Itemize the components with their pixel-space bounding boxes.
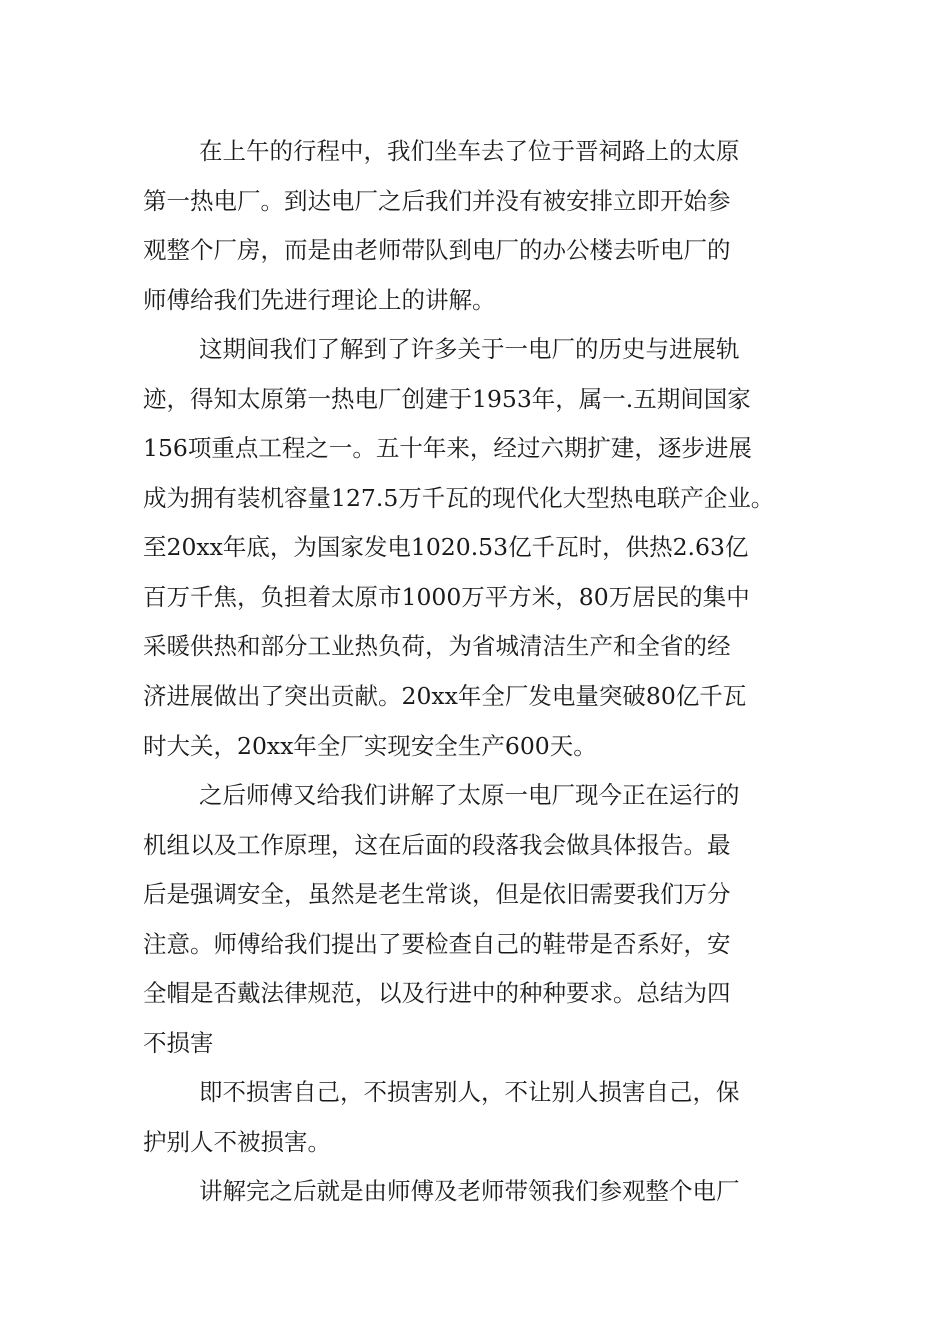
paragraph-5 [143,1167,823,1217]
text-line: 全帽是否戴法律规范，以及行进中的种种要求。总结为四 [143,979,731,1008]
text-line: 济进展做出了突出贡献。20xx年全厂发电量突破80亿千瓦 [143,682,747,711]
paragraph-2 [143,325,823,771]
text-line: 156项重点工程之一。五十年来，经过六期扩建，逐步进展 [143,434,752,463]
text-line: 这期间我们了解到了许多关于一电厂的历史与进展轨 [199,335,740,364]
text-line: 第一热电厂。到达电厂之后我们并没有被安排立即开始参 [143,186,731,215]
text-line: 不损害 [143,1028,214,1057]
text-line: 成为拥有装机容量127.5万千瓦的现代化大型热电联产企业。 [143,483,775,512]
text-line: 师傅给我们先进行理论上的讲解。 [143,285,496,314]
text-line: 时大关，20xx年全厂实现安全生产600天。 [143,731,597,760]
text-line: 护别人不被损害。 [143,1127,331,1156]
text-line: 讲解完之后就是由师傅及老师带领我们参观整个电厂 [199,1177,740,1206]
paragraph-1 [143,127,823,325]
text-line: 采暖供热和部分工业热负荷，为省城清洁生产和全省的经 [143,632,731,661]
paragraph-3 [143,771,823,1068]
text-line: 之后师傅又给我们讲解了太原一电厂现今正在运行的 [199,781,740,810]
text-line: 机组以及工作原理，这在后面的段落我会做具体报告。最 [143,830,731,859]
text-line: 在上午的行程中，我们坐车去了位于晋祠路上的太原 [199,137,740,165]
text-line: 观整个厂房，而是由老师带队到电厂的办公楼去听电厂的 [143,236,731,265]
text-line: 即不损害自己，不损害别人，不让别人损害自己，保 [199,1078,740,1107]
text-line: 注意。师傅给我们提出了要检查自己的鞋带是否系好，安 [143,929,731,958]
text-line: 百万千焦，负担着太原市1000万平方米，80万居民的集中 [143,582,750,611]
paragraph-4 [143,1068,823,1167]
text-line: 迹，得知太原第一热电厂创建于1953年，属一.五期间国家 [143,384,751,413]
text-line: 至20xx年底，为国家发电1020.53亿千瓦时，供热2.63亿 [143,533,749,562]
text-line: 后是强调安全，虽然是老生常谈，但是依旧需要我们万分 [143,880,731,909]
document-body [143,127,823,1217]
